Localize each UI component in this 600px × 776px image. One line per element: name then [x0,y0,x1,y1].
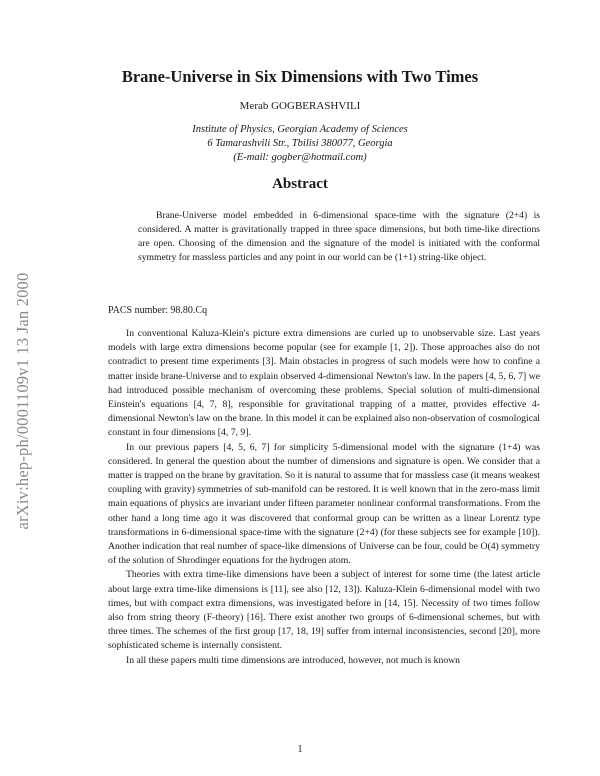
body-paragraph: In conventional Kaluza-Klein's picture extra dimensions are curled up to unobservable size. Last years models with large extra dimensions become popular (see for example [1, 2]). Those approaches also do not contradict to present time experiments [3]. Main obstacles in progress of such models were how to confine a matter inside brane-Universe and to explain observed 4-dimensional Newton's law. In the papers [4, 5, 6, 7] we had introduced possible mechanism of overcoming these problems. Special solution of multi-dimensional Einstein's equations [4, 7, 8], responsible for gravitational trapping of a matter, provides effective 4-dimensional Newton's law on the brane. In this model it can be explained also non-observation of cosmological constant in four dimensions [4, 7, 9]. [108,328,540,439]
body-text [108,327,540,668]
body-paragraph: In all these papers multi time dimensions are introduced, however, not much is known [126,654,461,666]
arxiv-identifier: arXiv:hep-ph/0001109v1 13 Jan 2000 [13,272,32,530]
paper-title: Brane-Universe in Six Dimensions with Two Times [121,67,479,86]
body-paragraph: Theories with extra time-like dimensions have been a subject of interest for some time (the latest article about large extra time-like dimensions is [11], see also [12, 13]). Kaluza-Klein 6-dimensional model with two times, but with compact extra dimensions, was investigated before in [14, 15]. Necessity of two times follow also from string theory (F-theory) [16]. There exist another two groups of 6-dimensional schemes, but with three times. The schemes of the first group [17, 18, 19] suffer from internal inconsistencies, second [20], more sophisticated scheme is internally consistent. [108,569,540,652]
abstract-heading: Abstract [272,176,328,192]
affiliation-email: (E-mail: gogber@hotmail.com) [233,152,367,163]
author-name: Merab GOGBERASHVILI [239,100,361,112]
pacs-number: PACS number: 98.80.Cq [108,305,208,316]
affiliation-address: 6 Tamarashvili Str., Tbilisi 380077, Georgia [207,138,393,149]
affiliation-institute: Institute of Physics, Georgian Academy of Sciences [192,124,408,135]
page-number: 1 [297,744,303,755]
affiliation-block [0,123,600,165]
body-paragraph: In our previous papers [4, 5, 6, 7] for simplicity 5-dimensional model with the signature (1+4) was considered. In general the question about the number of dimensions and signature is open. We consider that a matter is trapped on the brane by gravitation. So it is natural to assume that for massless case (it means weakest coupling with gravity) symmetries of sub-manifold can be restored. It is well known that in the zero-mass limit main equations of physics are invariant under fifteen parameter nonlinear conformal transformations. From the other hand a long time ago it was discovered that conformal group can be written as a linear Lorentz type transformations in 6-dimensional space-time with the signature (2+4) (for these subjects see for example [10]). Another indication that real number of space-like dimensions of Universe can be four, could be O(4) symmetry of the solution of Shrodinger equations for the hydrogen atom. [108,441,540,567]
abstract-text: Brane-Universe model embedded in 6-dimensional space-time with the signature (2+4) is considered. A matter is gravitationally trapped in three space dimensions, but both time-like directions are open. Choosing of the dimension and the signature of the model is initiated with the conformal symmetry for massless particles and any point in our world can be (1+1) string-like object. [138,210,540,264]
arxiv-sidebar [6,208,40,594]
